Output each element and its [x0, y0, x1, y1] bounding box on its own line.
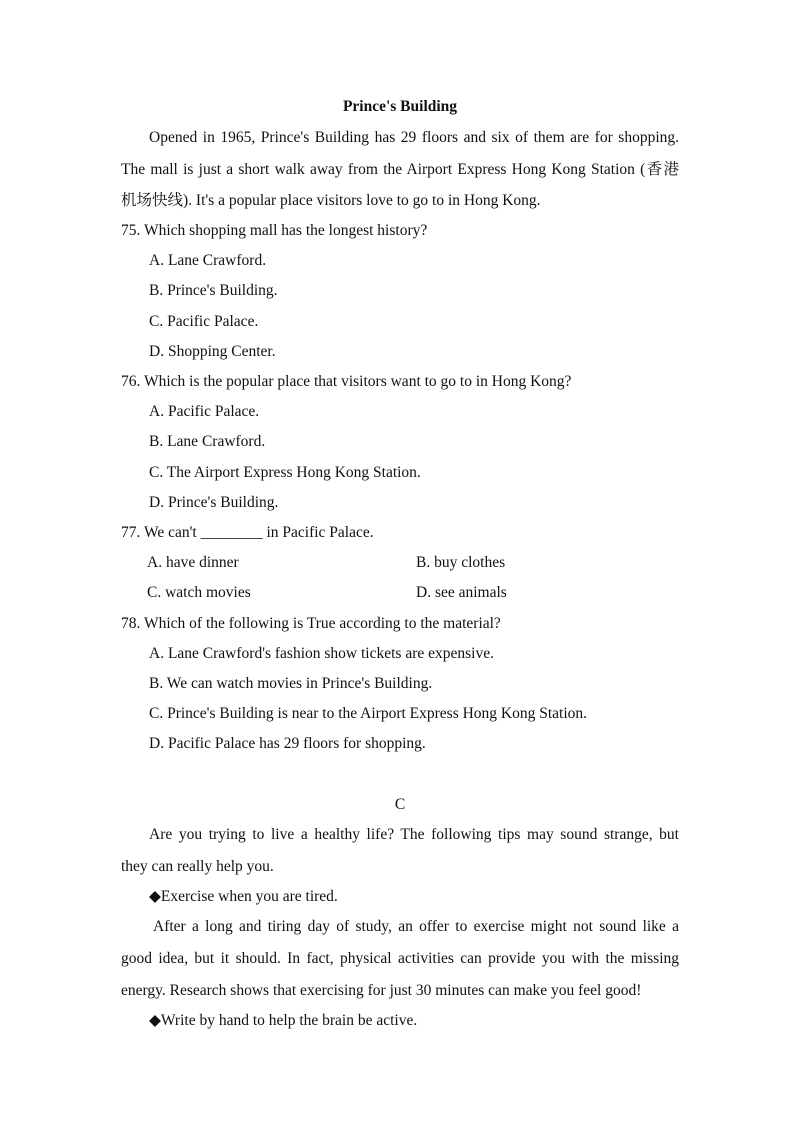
paragraph-line: 机场快线). It's a popular place visitors love to go to in Hong Kong.	[121, 192, 541, 209]
answer-option: D. Pacific Palace has 29 floors for shopping.	[149, 735, 426, 752]
paragraph-line: Opened in 1965, Prince's Building has 29 floors and six of them are for shopping.	[149, 129, 679, 146]
answer-option: C. Prince's Building is near to the Airport Express Hong Kong Station.	[149, 705, 588, 722]
paragraph-line: they can really help you.	[121, 858, 274, 875]
paragraph-line: The mall is just a short walk away from the Airport Express Hong Kong Station (香港	[121, 161, 679, 178]
paragraph-line: energy. Research shows that exercising for just 30 minutes can make you feel good!	[121, 982, 642, 999]
passage-title: Prince's Building	[342, 98, 458, 115]
answer-option: B. buy clothes	[416, 554, 506, 571]
paragraph-line: After a long and tiring day of study, an offer to exercise might not sound like a	[153, 918, 679, 935]
answer-option: A. Lane Crawford.	[149, 252, 267, 269]
answer-option: D. Shopping Center.	[149, 343, 276, 360]
answer-option: B. Lane Crawford.	[149, 433, 266, 450]
answer-option: D. see animals	[416, 584, 507, 601]
question-stem: 75. Which shopping mall has the longest history?	[121, 222, 428, 239]
question-stem: 77. We can't ________ in Pacific Palace.	[121, 524, 374, 541]
question-stem: 76. Which is the popular place that visitors want to go to in Hong Kong?	[121, 373, 572, 390]
answer-option: A. have dinner	[147, 554, 239, 571]
tip-heading: ◆Write by hand to help the brain be active.	[149, 1012, 418, 1029]
answer-option: D. Prince's Building.	[149, 494, 279, 511]
paragraph-line: good idea, but it should. In fact, physical activities can provide you with the missing	[121, 950, 679, 967]
answer-option: B. We can watch movies in Prince's Building.	[149, 675, 433, 692]
question-stem: 78. Which of the following is True according to the material?	[121, 615, 501, 632]
answer-option: A. Pacific Palace.	[149, 403, 260, 420]
answer-option: A. Lane Crawford's fashion show tickets are expensive.	[149, 645, 494, 662]
answer-option: B. Prince's Building.	[149, 282, 278, 299]
answer-option: C. Pacific Palace.	[149, 313, 259, 330]
tip-heading: ◆Exercise when you are tired.	[149, 888, 338, 905]
answer-option: C. watch movies	[147, 584, 251, 601]
paragraph-line: Are you trying to live a healthy life? The following tips may sound strange, but	[149, 826, 679, 843]
answer-option: C. The Airport Express Hong Kong Station.	[149, 464, 421, 481]
section-heading: C	[394, 796, 406, 813]
